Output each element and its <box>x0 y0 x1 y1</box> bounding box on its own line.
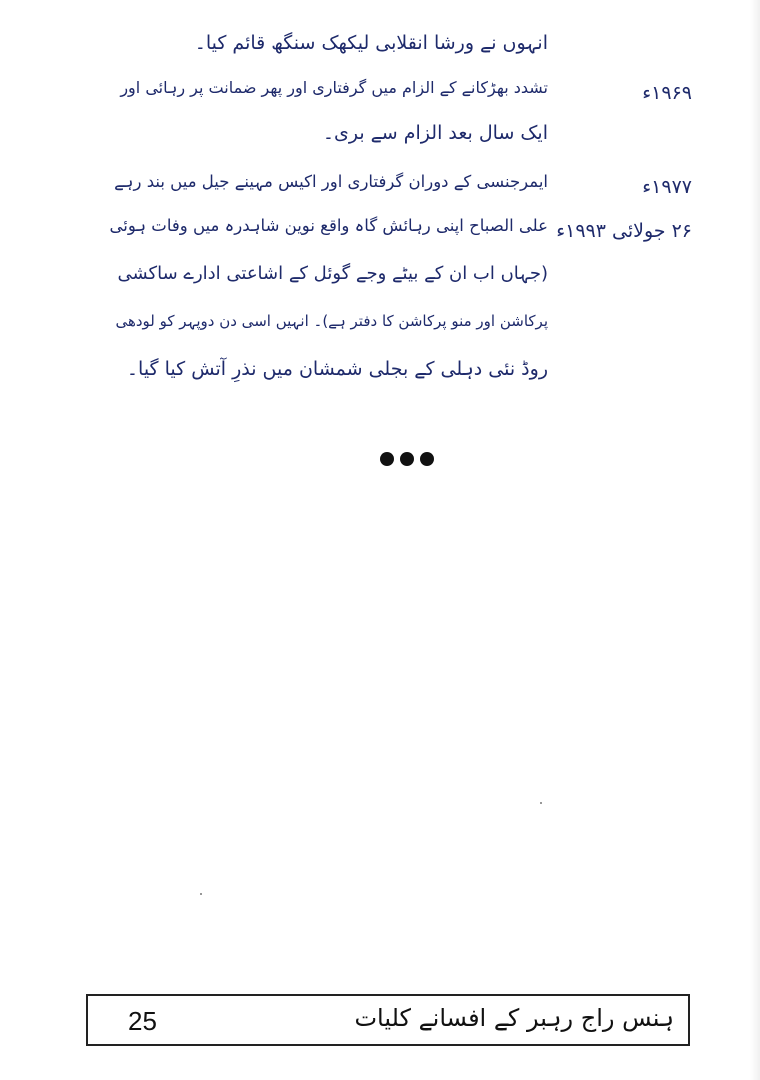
entry-text-line: پرکاشن اور منو پرکاشن کا دفتر ہے)۔ انہیں اسی دن دوپہر کو لودھی <box>115 312 548 330</box>
entry-year: ۱۹۷۷ء <box>642 176 692 198</box>
entry-text-line: ایمرجنسی کے دوران گرفتاری اور اکیس مہینے جیل میں بند رہے <box>114 172 548 191</box>
entry-text-line: (جہاں اب ان کے بیٹے وجے گوئل کے اشاعتی ادارے ساکشی <box>117 263 548 284</box>
section-separator <box>380 452 434 470</box>
page-number: 25 <box>128 1006 157 1036</box>
entry-text-line: علی الصباح اپنی رہائش گاہ واقع نوین شاہدرہ میں وفات ہوئی <box>109 216 548 235</box>
page-footer <box>86 994 690 1046</box>
entry-year: ۲۶ جولائی ۱۹۹۳ء <box>556 220 692 242</box>
book-title: ہنس راج رہبر کے افسانے کلیات <box>354 1004 674 1032</box>
separator-dot <box>400 452 414 466</box>
scan-speck <box>200 893 202 895</box>
separator-dot <box>420 452 434 466</box>
scan-speck <box>540 802 542 804</box>
entry-text-line: تشدد بھڑکانے کے الزام میں گرفتاری اور پھر ضمانت پر رہائی اور <box>120 78 548 97</box>
entry-text-line: ایک سال بعد الزام سے بری۔ <box>322 122 548 144</box>
entry-text-line: انہوں نے ورشا انقلابی لیکھک سنگھ قائم کیا۔ <box>194 32 548 54</box>
entry-year: ۱۹۶۹ء <box>642 82 692 104</box>
entry-text-line: روڈ نئی دہلی کے بجلی شمشان میں نذرِ آتش کیا گیا۔ <box>126 358 548 380</box>
separator-dot <box>380 452 394 466</box>
